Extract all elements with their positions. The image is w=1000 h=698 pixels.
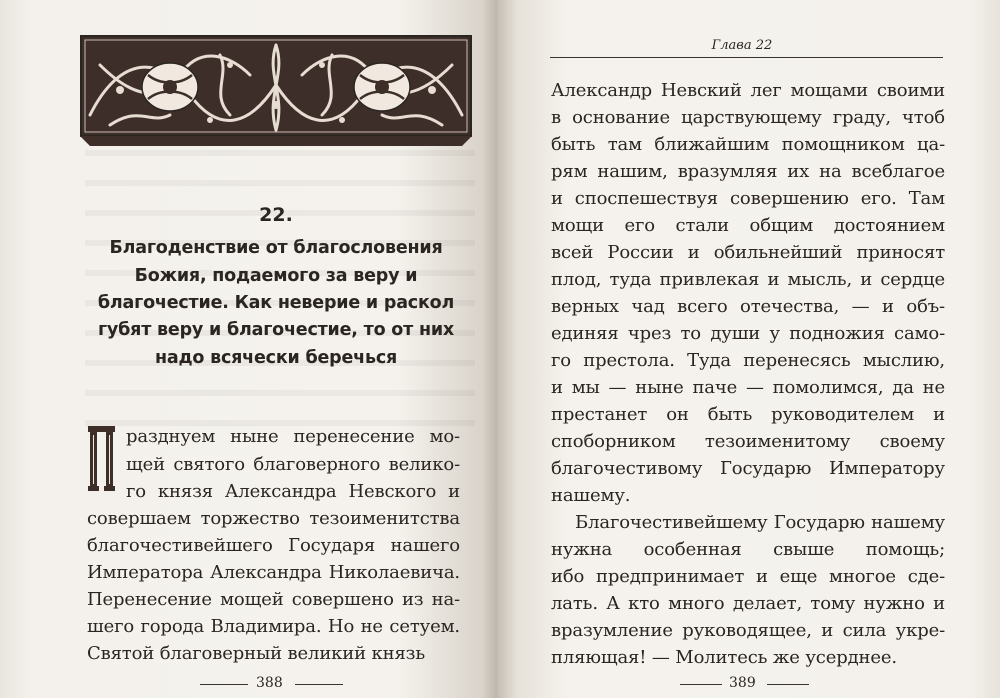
body-line: разднуем ныне перенесение мо- — [126, 426, 460, 447]
body-line: нужна особенная свыше помощь; — [551, 539, 945, 560]
body-line: ибо предпринимает и еще многое сде- — [551, 566, 945, 587]
body-line: благочестивейшего Государя нашего — [87, 535, 460, 556]
page-number: 389 — [729, 675, 756, 691]
body-line: Благочестивейшему Государю нашему — [575, 512, 945, 533]
body-line: лать. А кто много делает, тому нужно и — [551, 593, 945, 614]
body-line: Святой благоверный великий князь — [87, 643, 425, 664]
body-line: благочестивому Государю Императору — [551, 458, 945, 479]
folio-rule-right — [767, 684, 809, 685]
body-line: в основание царствующему граду, чтоб — [551, 107, 945, 128]
left-page — [0, 0, 497, 698]
running-head-rule — [550, 57, 943, 58]
chapter-title-line: благочестие. Как неверие и раскол — [97, 293, 455, 313]
body-line: единяя чрез то души у подножия само- — [551, 323, 945, 344]
body-line: го престола. Туда перенесясь мыслию, — [551, 350, 945, 371]
body-line: пляющая! — Молитесь же усерднее. — [551, 647, 897, 668]
chapter-title-line: губят веру и благочестие, то от них — [97, 320, 454, 340]
body-line: быть там ближайшим помощником ца- — [551, 134, 945, 155]
body-line: совершаем торжество тезоименитства — [87, 508, 460, 529]
right-page — [497, 0, 1000, 698]
folio-rule-left — [200, 684, 248, 685]
body-line: рям нашим, вразумляя их на всеблагое — [551, 161, 945, 182]
body-line: го князя Александра Невского и — [126, 481, 460, 502]
body-line: Императора Александра Николаевича. — [87, 562, 460, 583]
running-head: Глава 22 — [711, 38, 773, 53]
body-line: нашему. — [551, 485, 631, 506]
body-line: мощи его стали общим достоянием — [551, 215, 945, 236]
body-line: шего города Владимира. Но не сетуем. — [87, 616, 460, 637]
body-line: всей России и обильнейший приносят — [551, 242, 945, 263]
body-line: верных чад всего отечества, — и объ- — [551, 296, 945, 317]
chapter-title-line: Благоденствие от благословения — [109, 238, 443, 258]
body-line: Перенесение мощей совершено из на- — [87, 589, 460, 610]
body-line: щей святого благоверного велико- — [126, 454, 460, 475]
body-line: и мы — ныне паче — помолимся, да не — [551, 377, 945, 398]
body-line: Александр Невский лег мощами своими — [551, 80, 945, 101]
drop-cap — [88, 426, 115, 492]
body-line: и споспешествуя совершению его. Там — [551, 188, 945, 209]
decorative-headpiece — [80, 35, 472, 147]
body-line: споборником тезоименитому своему — [551, 431, 945, 452]
chapter-title-line: надо всячески беречься — [154, 348, 398, 368]
folio-rule-right — [295, 684, 343, 685]
chapter-title-line: Божия, подаемого за веру и — [134, 266, 418, 286]
body-line: престанет он быть руководителем и — [551, 404, 945, 425]
folio-rule-left — [680, 684, 722, 685]
body-line: плод, туда привлекая и мысль, и сердце — [551, 269, 945, 290]
body-line: вразумление руководящее, и сила укре- — [551, 620, 945, 641]
page-number: 388 — [256, 675, 283, 691]
bleed-through-text — [85, 150, 475, 430]
chapter-number: 22. — [259, 204, 293, 226]
